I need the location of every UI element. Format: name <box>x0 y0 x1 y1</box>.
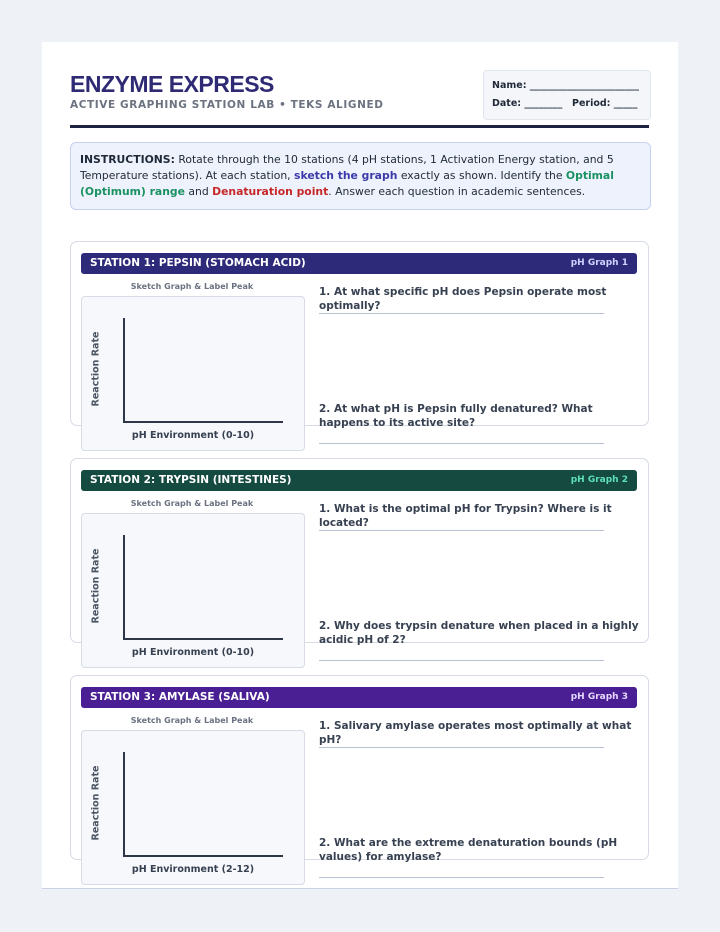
student-info-box <box>483 70 651 120</box>
y-axis-label-text: Reaction Rate <box>90 548 102 624</box>
y-axis <box>123 318 125 423</box>
period-field[interactable]: Period: _____ <box>572 98 638 109</box>
question-2: 2. Why does trypsin denature when placed in a highly acidic pH of 2? <box>319 620 639 646</box>
y-axis <box>123 535 125 640</box>
instructions-lead: INSTRUCTIONS: <box>80 153 175 166</box>
x-axis <box>123 421 283 423</box>
instructions-text-2: exactly as shown. Identify the <box>397 169 566 182</box>
question-1: 1. Salivary amylase operates most optimally at what pH? <box>319 720 632 746</box>
station-header-bar <box>81 253 637 274</box>
question-2: 2. What are the extreme denaturation bounds (pH values) for amylase? <box>319 837 618 863</box>
x-axis-label: pH Environment (0-10) <box>131 430 255 441</box>
station-title: STATION 3: AMYLASE (SALIVA) <box>90 691 270 703</box>
station-header-bar <box>81 470 637 491</box>
station-card <box>70 458 649 658</box>
station-tag: pH Graph 1 <box>570 258 628 268</box>
sketch-label: Sketch Graph & Label Peak <box>130 282 254 291</box>
date-field[interactable]: Date: ________ <box>492 98 563 109</box>
y-axis-label-text: Reaction Rate <box>90 331 102 407</box>
station-title: STATION 2: TRYPSIN (INTESTINES) <box>90 474 292 486</box>
keyword-optimal: Optimal (Optimum) range <box>80 169 614 198</box>
instructions-text-4: . Answer each question in academic sentences. <box>328 185 586 198</box>
answer-line-1[interactable] <box>319 313 604 314</box>
station-card <box>70 241 649 441</box>
instructions-box <box>70 142 651 210</box>
station-header-bar <box>81 687 637 708</box>
question-2: 2. At what pH is Pepsin fully denatured? What happens to its active site? <box>319 403 593 429</box>
y-axis-label-text: Reaction Rate <box>90 765 102 841</box>
question-1: 1. What is the optimal pH for Trypsin? Where is it located? <box>319 503 612 529</box>
x-axis-label: pH Environment (2-12) <box>131 864 255 875</box>
instructions-text-3: and <box>184 185 213 198</box>
answer-line-1[interactable] <box>319 530 604 531</box>
instructions-text-1: Rotate through the 10 stations (4 pH stations, 1 Activation Energy station, and 5 Temperature stations). At each station, <box>80 153 614 182</box>
x-axis-label: pH Environment (0-10) <box>131 647 255 658</box>
page-subtitle: ACTIVE GRAPHING STATION LAB • TEKS ALIGNED <box>70 99 384 111</box>
station-card <box>70 675 649 875</box>
keyword-denaturation: Denaturation point <box>212 185 329 198</box>
name-field[interactable]: Name: _______________________ <box>492 80 640 91</box>
answer-line-2[interactable] <box>319 877 604 878</box>
header-divider <box>70 125 649 128</box>
y-axis <box>123 752 125 857</box>
graph-sketch-area[interactable] <box>81 513 305 668</box>
sketch-label: Sketch Graph & Label Peak <box>130 716 254 725</box>
x-axis <box>123 638 283 640</box>
graph-sketch-area[interactable] <box>81 730 305 885</box>
page-title: ENZYME EXPRESS <box>70 71 274 97</box>
answer-line-2[interactable] <box>319 660 604 661</box>
sketch-label: Sketch Graph & Label Peak <box>130 499 254 508</box>
station-title: STATION 1: PEPSIN (STOMACH ACID) <box>90 257 306 269</box>
graph-sketch-area[interactable] <box>81 296 305 451</box>
question-1: 1. At what specific pH does Pepsin operate most optimally? <box>319 286 607 312</box>
worksheet-page <box>42 42 678 889</box>
station-tag: pH Graph 3 <box>570 692 628 702</box>
station-tag: pH Graph 2 <box>570 475 628 485</box>
answer-line-1[interactable] <box>319 747 604 748</box>
keyword-sketch: sketch the graph <box>294 169 398 182</box>
x-axis <box>123 855 283 857</box>
answer-line-2[interactable] <box>319 443 604 444</box>
